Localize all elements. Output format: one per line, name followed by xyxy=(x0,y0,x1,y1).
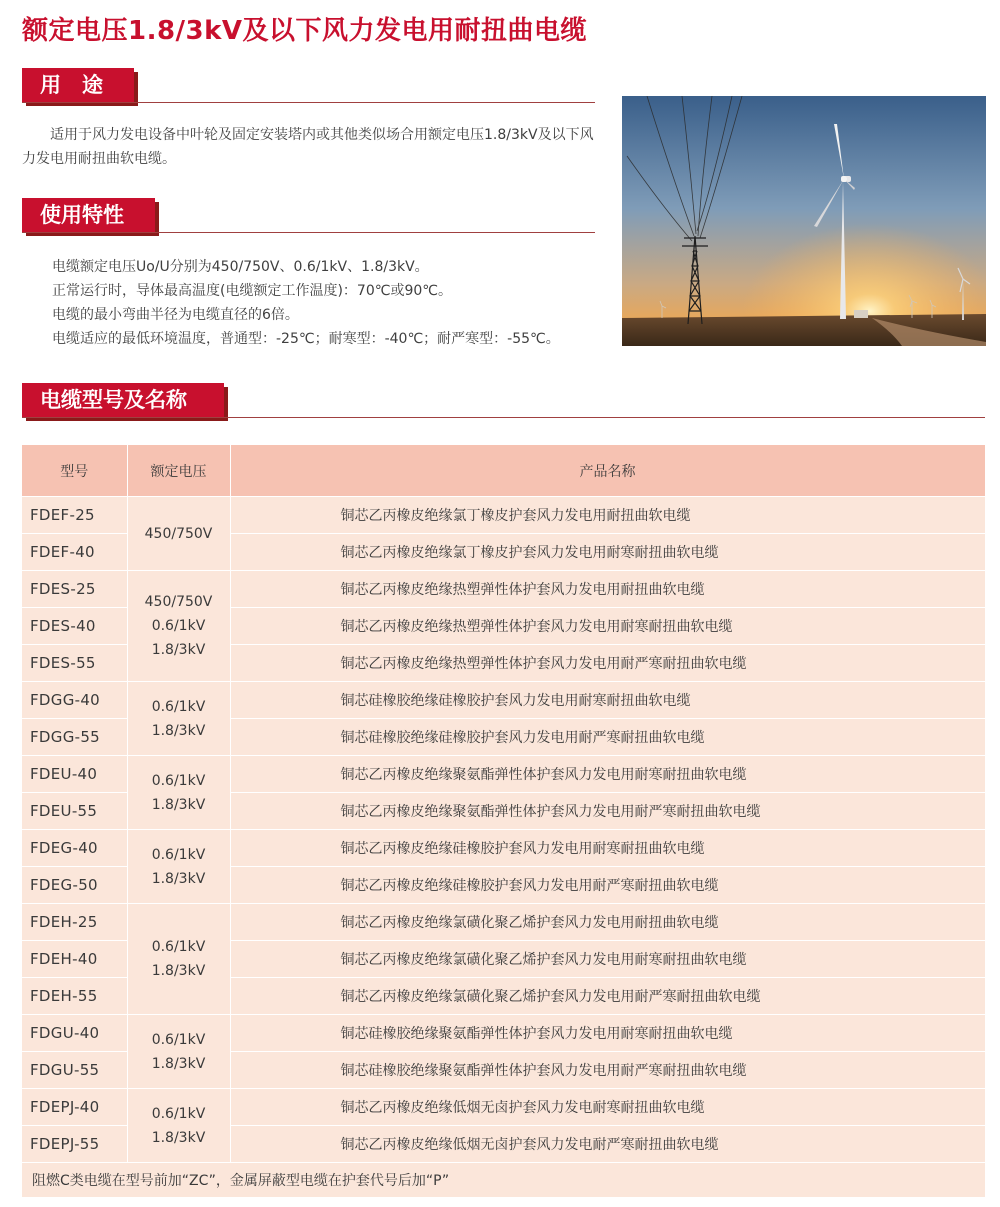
cell-product-name: 铜芯乙丙橡皮绝缘氯丁橡皮护套风力发电用耐寒耐扭曲软电缆 xyxy=(230,534,985,571)
cell-model: FDGU-55 xyxy=(22,1052,127,1089)
voltage-value: 1.8/3kV xyxy=(151,1129,206,1146)
cell-model: FDGG-40 xyxy=(22,682,127,719)
section-features-header xyxy=(22,198,595,232)
voltage-value: 0.6/1kV xyxy=(151,618,206,634)
voltage-value: 1.8/3kV xyxy=(151,870,206,887)
cable-model-table xyxy=(22,445,986,1198)
section-features-tab: 使用特性 xyxy=(22,198,155,232)
section-usage-header xyxy=(22,68,595,102)
cell-model: FDEU-40 xyxy=(22,756,127,793)
cell-voltage xyxy=(127,1015,230,1089)
column-header-product-name: 产品名称 xyxy=(230,445,985,497)
voltage-value: 0.6/1kV xyxy=(151,846,206,863)
cell-voltage xyxy=(127,904,230,1015)
cell-product-name: 铜芯乙丙橡皮绝缘热塑弹性体护套风力发电用耐寒耐扭曲软电缆 xyxy=(230,608,985,645)
table-row xyxy=(22,682,985,719)
voltage-value: 450/750V xyxy=(144,594,213,610)
cell-product-name: 铜芯乙丙橡皮绝缘氯丁橡皮护套风力发电用耐扭曲软电缆 xyxy=(230,497,985,534)
table-row xyxy=(22,904,985,941)
cell-product-name: 铜芯硅橡胶绝缘硅橡胶护套风力发电用耐寒耐扭曲软电缆 xyxy=(230,682,985,719)
cell-voltage xyxy=(127,830,230,904)
feature-line: 电缆适应的最低环境温度，普通型：-25℃；耐寒型：-40℃；耐严寒型：-55℃。 xyxy=(52,331,560,347)
section-divider xyxy=(22,102,595,103)
voltage-value: 450/750V xyxy=(144,525,213,542)
voltage-value: 0.6/1kV xyxy=(151,1105,206,1122)
cell-product-name: 铜芯硅橡胶绝缘聚氨酯弹性体护套风力发电用耐寒耐扭曲软电缆 xyxy=(230,1015,985,1052)
table-row xyxy=(22,756,985,793)
column-header-voltage: 额定电压 xyxy=(127,445,230,497)
cell-model: FDGG-55 xyxy=(22,719,127,756)
cell-product-name: 铜芯乙丙橡皮绝缘氯磺化聚乙烯护套风力发电用耐严寒耐扭曲软电缆 xyxy=(230,978,985,1015)
usage-paragraph: 适用于风力发电设备中叶轮及固定安装塔内或其他类似场合用额定电压1.8/3kV及以下风力发电用耐扭曲软电缆。 xyxy=(22,127,594,167)
cell-product-name: 铜芯乙丙橡皮绝缘低烟无卤护套风力发电耐寒耐扭曲软电缆 xyxy=(230,1089,985,1126)
cell-voltage xyxy=(127,756,230,830)
table-note: 阻燃C类电缆在型号前加“ZC”，金属屏蔽型电缆在护套代号后加“P” xyxy=(22,1163,985,1198)
voltage-value: 1.8/3kV xyxy=(151,963,206,979)
page-title: 额定电压1.8/3kV及以下风力发电用耐扭曲电缆 xyxy=(22,16,588,46)
table-header-row xyxy=(22,445,985,497)
section-divider xyxy=(22,232,595,233)
cell-model: FDEH-40 xyxy=(22,941,127,978)
cell-product-name: 铜芯乙丙橡皮绝缘硅橡胶护套风力发电用耐寒耐扭曲软电缆 xyxy=(230,830,985,867)
cell-voltage xyxy=(127,1089,230,1163)
voltage-value: 1.8/3kV xyxy=(151,796,206,813)
cell-model: FDEF-40 xyxy=(22,534,127,571)
voltage-value: 1.8/3kV xyxy=(151,722,206,739)
voltage-value: 1.8/3kV xyxy=(151,1055,206,1072)
table-row xyxy=(22,571,985,608)
table-note-row xyxy=(22,1163,985,1198)
voltage-value: 0.6/1kV xyxy=(151,1031,206,1048)
cell-model: FDEH-25 xyxy=(22,904,127,941)
cell-product-name: 铜芯乙丙橡皮绝缘氯磺化聚乙烯护套风力发电用耐扭曲软电缆 xyxy=(230,904,985,941)
cell-model: FDES-25 xyxy=(22,571,127,608)
section-usage-tab: 用 途 xyxy=(22,68,134,102)
feature-line: 电缆额定电压Uo/U分别为450/750V、0.6/1kV、1.8/3kV。 xyxy=(52,259,429,275)
cell-product-name: 铜芯乙丙橡皮绝缘硅橡胶护套风力发电用耐严寒耐扭曲软电缆 xyxy=(230,867,985,904)
cell-model: FDEG-40 xyxy=(22,830,127,867)
feature-line: 电缆的最小弯曲半径为电缆直径的6倍。 xyxy=(52,307,299,323)
table-row xyxy=(22,1089,985,1126)
cell-model: FDEG-50 xyxy=(22,867,127,904)
cell-voltage xyxy=(127,571,230,682)
table-body xyxy=(22,497,985,1198)
cell-model: FDEF-25 xyxy=(22,497,127,534)
table-row xyxy=(22,497,985,534)
table-row xyxy=(22,1015,985,1052)
cell-voltage xyxy=(127,497,230,571)
cell-product-name: 铜芯乙丙橡皮绝缘聚氨酯弹性体护套风力发电用耐寒耐扭曲软电缆 xyxy=(230,756,985,793)
cell-product-name: 铜芯乙丙橡皮绝缘低烟无卤护套风力发电耐严寒耐扭曲软电缆 xyxy=(230,1126,985,1163)
cell-model: FDES-40 xyxy=(22,608,127,645)
wind-turbine-photo xyxy=(622,96,986,346)
cell-model: FDEU-55 xyxy=(22,793,127,830)
cell-product-name: 铜芯硅橡胶绝缘聚氨酯弹性体护套风力发电用耐严寒耐扭曲软电缆 xyxy=(230,1052,985,1089)
section-models-tab: 电缆型号及名称 xyxy=(22,383,224,417)
voltage-value: 0.6/1kV xyxy=(151,698,206,715)
features-list xyxy=(52,255,612,351)
cell-voltage xyxy=(127,682,230,756)
cell-model: FDES-55 xyxy=(22,645,127,682)
cell-product-name: 铜芯硅橡胶绝缘硅橡胶护套风力发电用耐严寒耐扭曲软电缆 xyxy=(230,719,985,756)
voltage-value: 0.6/1kV xyxy=(151,939,206,955)
section-divider xyxy=(22,417,985,418)
cell-model: FDEPJ-55 xyxy=(22,1126,127,1163)
cell-model: FDGU-40 xyxy=(22,1015,127,1052)
cell-product-name: 铜芯乙丙橡皮绝缘热塑弹性体护套风力发电用耐严寒耐扭曲软电缆 xyxy=(230,645,985,682)
cell-product-name: 铜芯乙丙橡皮绝缘聚氨酯弹性体护套风力发电用耐严寒耐扭曲软电缆 xyxy=(230,793,985,830)
cell-product-name: 铜芯乙丙橡皮绝缘热塑弹性体护套风力发电用耐扭曲软电缆 xyxy=(230,571,985,608)
cell-model: FDEH-55 xyxy=(22,978,127,1015)
wind-turbine-image xyxy=(622,96,986,346)
feature-line: 正常运行时，导体最高温度(电缆额定工作温度)：70℃或90℃。 xyxy=(52,283,452,299)
cell-model: FDEPJ-40 xyxy=(22,1089,127,1126)
table-row xyxy=(22,830,985,867)
column-header-model: 型号 xyxy=(22,445,127,497)
section-models-header xyxy=(22,383,985,417)
cell-product-name: 铜芯乙丙橡皮绝缘氯磺化聚乙烯护套风力发电用耐寒耐扭曲软电缆 xyxy=(230,941,985,978)
voltage-value: 1.8/3kV xyxy=(151,642,206,658)
voltage-value: 0.6/1kV xyxy=(151,772,206,789)
